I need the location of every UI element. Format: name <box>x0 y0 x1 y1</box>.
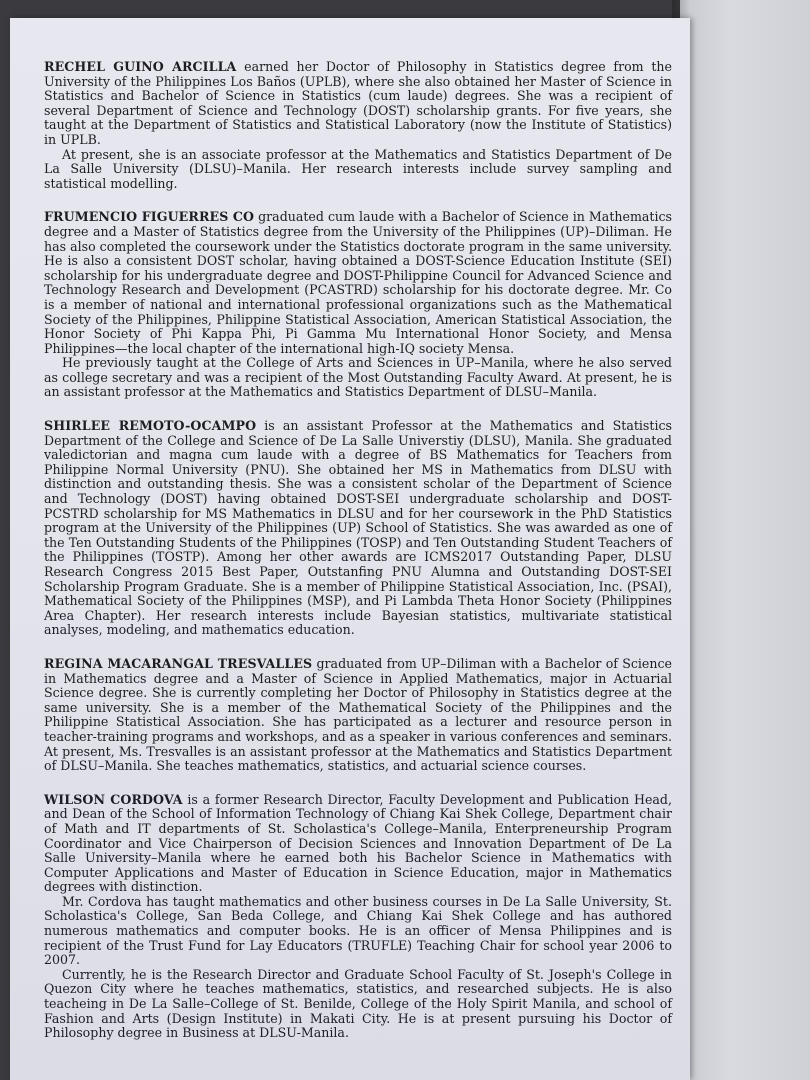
bio-paragraph: RECHEL GUINO ARCILLA earned her Doctor of Philosophy in Statistics degree from the University of the Philippines Los Baños (UPLB), where she also obtained her Master of Science in Statistics and Bachelor of Science in Statistics (cum laude) degrees. She was a recipient of several Department of Science and Technology (DOST) scholarship grants. For five years, she taught at the Department of Statistics and Statistical Laboratory (now the Institute of Statistics) in UPLB. <box>44 59 672 147</box>
bio-paragraph: Mr. Cordova has taught mathematics and other business courses in De La Salle University, St. Scholastica's College, San Beda College, and Chiang Kai Shek College and has authored numerous mathematics and computer books. He is an officer of Mensa Philippines and is recipient of the Trust Fund for Lay Educators (TRUFLE) Teaching Chair for school year 2006 to 2007. <box>44 893 672 968</box>
bio-section <box>44 60 672 1060</box>
bio-paragraph: REGINA MACARANGAL TRESVALLES graduated from UP–Diliman with a Bachelor of Science in Mathematics degree and a Master of Science in Applied Mathematics, major in Actuarial Science degree. She is currently completing her Doctor of Philosophy in Statistics degree at the same university. She is a member of the Mathematical Society of the Philippines and the Philippine Statistical Association. She has participated as a lecturer and resource person in teacher-training programs and workshops, and as a speaker in various conferences and seminars. At present, Ms. Tresvalles is an assistant professor at the Mathematics and Statistics Department of DLSU–Manila. She teaches mathematics, statistics, and actuarial science courses. <box>44 655 672 774</box>
bio-co <box>44 210 672 400</box>
bio-paragraph: At present, she is an associate professor at the Mathematics and Statistics Department of De La Salle University (DLSU)–Manila. Her research interests include survey sampling and statistical modelling. <box>44 146 672 191</box>
author-name: SHIRLEE REMOTO-OCAMPO <box>44 418 257 434</box>
bio-cordova <box>44 793 672 1041</box>
bio-paragraph: SHIRLEE REMOTO-OCAMPO is an assistant Professor at the Mathematics and Statistics Department of the College and Science of De La Salle Universtiy (DLSU), Manila. She graduated valedictorian and magna cum laude with a degree of BS Mathematics for Teachers from Philippine Normal University (PNU). She obtained her MS in Mathematics from DLSU with distinction and outstanding thesis. She was a consistent scholar of the Department of Science and Technology (DOST) having obtained DOST-SEI undergraduate scholarship and DOST-PCSTRD scholarship for MS Mathematics in DLSU and for her coursework in the PhD Statistics program at the University of the Philippines (UP) School of Statistics. She was awarded as one of the Ten Outstanding Students of the Philippines (TOSP) and Ten Outstanding Student Teachers of the Philippines (TOSTP). Among her other awards are ICMS2017 Outstanding Paper, DLSU Research Congress 2015 Best Paper, Outstanfing PNU Alumna and Outstanding DOST-SEI Scholarship Program Graduate. She is a member of Philippine Statistical Association, Inc. (PSAI), Mathematical Society of the Philippines (MSP), and Pi Lambda Theta Honor Society (Philippines Area Chapter). Her research interests include Bayesian statistics, multivariate statistical analyses, modeling, and mathematics education. <box>44 418 672 638</box>
bio-paragraph: WILSON CORDOVA is a former Research Director, Faculty Development and Publication Head, and Dean of the School of Information Technology of Chiang Kai Shek College, Department chair of Math and IT departments of St. Scholastica's College–Manila, Enterpreneurship Program Coordinator and Vice Chairperson of Decision Sciences and Innovation Department of De La Salle University–Manila where he earned both his Bachelor Science in Mathematics with Computer Applications and Master of Education in Science Education, major in Mathematics degrees with distinction. <box>44 791 672 895</box>
printed-page <box>10 18 690 1080</box>
author-name: WILSON CORDOVA <box>44 791 183 807</box>
author-name: FRUMENCIO FIGUERRES CO <box>44 209 255 225</box>
bio-arcilla <box>44 60 672 191</box>
bio-remoto-ocampo <box>44 419 672 638</box>
adjacent-page <box>680 0 810 1080</box>
bio-paragraph: He previously taught at the College of Arts and Sciences in UP–Manila, where he also served as college secretary and was a recipient of the Most Outstanding Faculty Award. At present, he is an assistant professor at the Mathematics and Statistics Department of DLSU–Manila. <box>44 355 672 400</box>
author-name: REGINA MACARANGAL TRESVALLES <box>44 655 313 671</box>
bio-paragraph: FRUMENCIO FIGUERRES CO graduated cum laude with a Bachelor of Science in Mathematics degree and a Master of Statistics degree from the University of the Philippines (UP)–Diliman. He has also completed the coursework under the Statistics doctorate program in the same university. He is also a consistent DOST scholar, having obtained a DOST-Science Education Institute (SEI) scholarship for his undergraduate degree and DOST-Philippine Council for Advanced Science and Technology Research and Development (PCASTRD) scholarship for his doctorate degree. Mr. Co is a member of national and international professional organizations such as the Mathematical Society of the Philippines, Philippine Statistical Association, American Statistical Association, the Honor Society of Phi Kappa Phi, Pi Gamma Mu International Honor Society, and Mensa Philippines—the local chapter of the international high-IQ society Mensa. <box>44 209 672 356</box>
author-name: RECHEL GUINO ARCILLA <box>44 59 237 74</box>
bio-paragraph: Currently, he is the Research Director and Graduate School Faculty of St. Joseph's College in Quezon City where he teaches mathematics, statistics, and researched subjects. He is also teacheing in De La Salle–College of St. Benilde, College of the Holy Spirit Manila, and school of Fashion and Arts (Design Institute) in Makati City. He is at present pursuing his Doctor of Philosophy degree in Business at DLSU-Manila. <box>44 966 672 1041</box>
bio-tresvalles <box>44 657 672 774</box>
